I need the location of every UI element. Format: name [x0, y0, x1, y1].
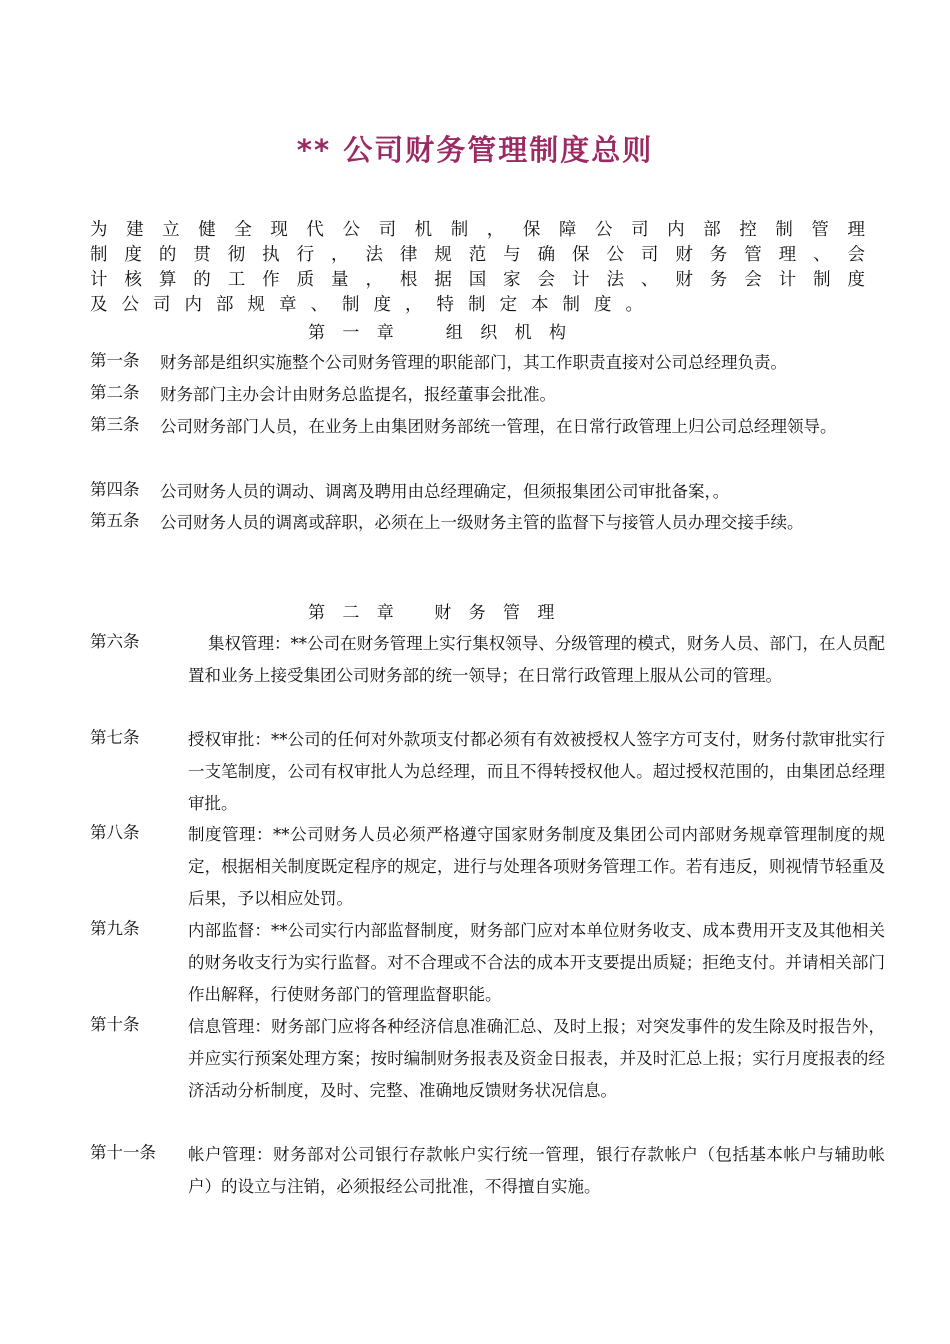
article-number: 第八条: [90, 823, 140, 842]
article-number: 第七条: [90, 728, 140, 747]
article-text: 授权审批：**公司的任何对外款项支付都必须有有效被授权人签字方可支付，财务付款审批实行一支笔制度，公司有权审批人为总经理，而且不得转授权他人。超过授权范围的，由集团总经理审批。: [188, 730, 885, 813]
chapter-heading-2: 第 二 章 财 务 管 理: [308, 603, 561, 623]
article-number: 第一条: [90, 351, 140, 370]
article-text: 财务部是组织实施整个公司财务管理的职能部门，其工作职责直接对公司总经理负责。: [160, 353, 787, 372]
article-text: 公司财务人员的调动、调离及聘用由总经理确定，但须报集团公司审批备案，。: [160, 482, 730, 501]
article-text: 帐户管理：财务部对公司银行存款帐户实行统一管理，银行存款帐户（包括基本帐户与辅助帐户）的设立与注销，必须报经公司批准，不得擅自实施。: [188, 1145, 885, 1196]
article-number: 第九条: [90, 919, 140, 938]
page-title: ** 公司财务管理制度总则: [296, 133, 654, 167]
article-number: 第四条: [90, 480, 140, 499]
article-text: 财务部门主办会计由财务总监提名，报经董事会批准。: [160, 385, 556, 404]
article-number: 第六条: [90, 632, 140, 651]
intro-line: 制度的贯彻执行，法律规范与确保公司财务管理、会: [90, 245, 865, 265]
article-text: 信息管理：财务部门应将各种经济信息准确汇总、及时上报；对突发事件的发生除及时报告外，并应实行预案处理方案；按时编制财务报表及资金日报表，并及时汇总上报；实行月度报表的经济活动分析制度，及时、完整、准确地反馈财务状况信息。: [188, 1017, 885, 1100]
article-text-content: 集权管理：**公司在财务管理上实行集权领导、分级管理的模式，财务人员、部门，在人员配置和业务上接受集团公司财务部的统一领导；在日常行政管理上服从公司的管理。: [188, 634, 885, 685]
article-number: 第十条: [90, 1015, 140, 1034]
article-number: 第五条: [90, 511, 140, 530]
article-text: 制度管理：**公司财务人员必须严格遵守国家财务制度及集团公司内部财务规章管理制度的规定，根据相关制度既定程序的规定，进行与处理各项财务管理工作。若有违反，则视情节轻重及后果，予以相应处罚。: [188, 825, 885, 908]
article-number: 第二条: [90, 383, 140, 402]
article-text: 公司财务人员的调离或辞职，必须在上一级财务主管的监督下与接管人员办理交接手续。: [160, 513, 804, 532]
article-number: 第十一条: [90, 1143, 156, 1162]
intro-line: 为建立健全现代公司机制，保障公司内部控制管理: [90, 220, 865, 240]
chapter-heading-1: 第 一 章 组 织 机 构: [308, 323, 573, 343]
intro-line: 计核算的工作质量，根据国家会计法、财务会计制度: [90, 270, 865, 290]
article-text: 内部监督：**公司实行内部监督制度，财务部门应对本单位财务收支、成本费用开支及其他相关的财务收支行为实行监督。对不合理或不合法的成本开支要提出质疑；拒绝支付。并请相关部门作出解释，行使财务部门的管理监督职能。: [188, 921, 885, 1004]
intro-paragraph: [90, 218, 865, 318]
article-text: 公司财务部门人员，在业务上由集团财务部统一管理，在日常行政管理上归公司总经理领导。: [160, 417, 837, 436]
article-text: [188, 628, 885, 692]
article-number: 第三条: [90, 415, 140, 434]
intro-line: 及公司内部规章、制度，特制定本制度。: [90, 295, 657, 315]
